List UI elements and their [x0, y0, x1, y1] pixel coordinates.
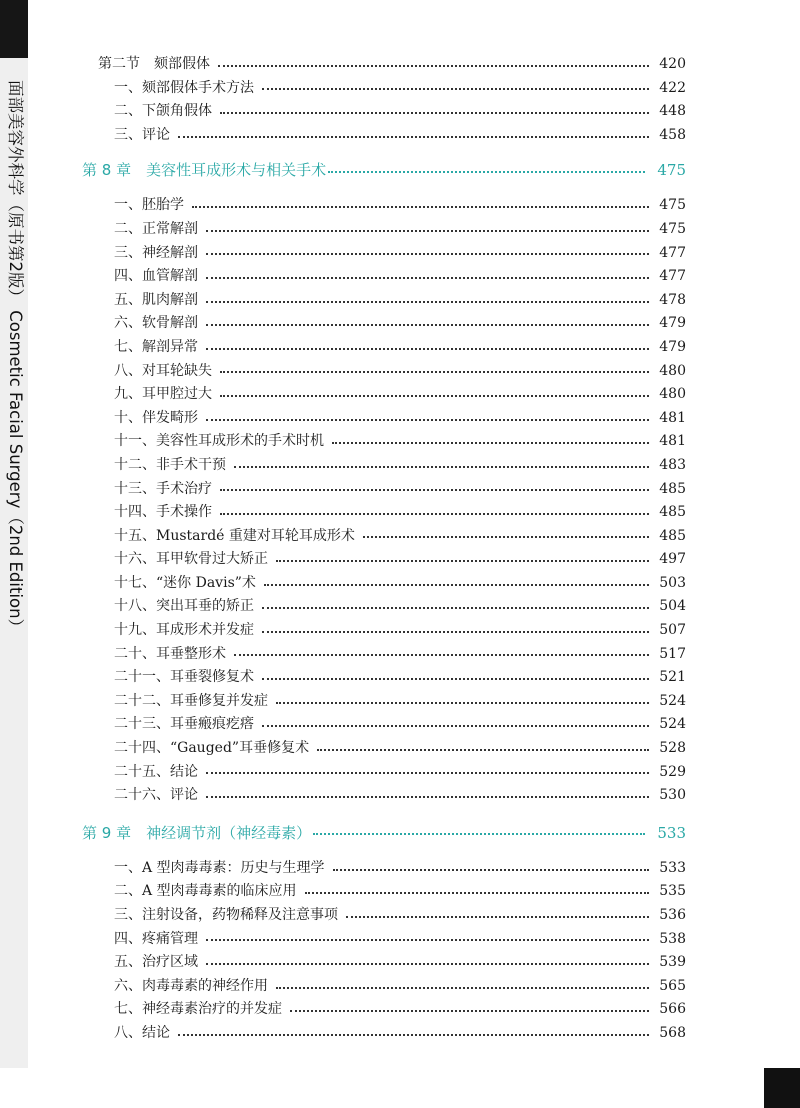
toc-entry-label: 一、A 型肉毒毒素：历史与生理学: [82, 857, 333, 881]
toc-chapter-8[interactable]: [82, 155, 686, 186]
toc-entry-label: 十、伴发畸形: [82, 407, 206, 431]
toc-entry[interactable]: [82, 525, 686, 549]
dot-leader: [290, 1010, 649, 1012]
toc-entry-page: 448: [659, 103, 686, 120]
dot-leader: [332, 442, 649, 444]
toc-entry-page: 483: [659, 456, 686, 473]
toc-entry-label: 二十一、耳垂裂修复术: [82, 666, 262, 690]
toc-entry-page: 521: [659, 669, 686, 686]
toc-entry[interactable]: [82, 242, 686, 266]
chapter-page: 533: [657, 823, 686, 842]
toc-entry[interactable]: [82, 336, 686, 360]
toc-entry-page: 529: [659, 763, 686, 780]
toc-entry[interactable]: [82, 784, 686, 808]
toc-entry-label: 二、A 型肉毒毒素的临床应用: [82, 880, 305, 904]
toc-entry-label: 八、对耳轮缺失: [82, 360, 220, 384]
toc-entry-page: 478: [659, 291, 686, 308]
toc-entry-page: 477: [659, 244, 686, 261]
toc-entry-page: 485: [659, 527, 686, 544]
toc-entry[interactable]: [82, 951, 686, 975]
dot-leader: [363, 536, 649, 538]
toc-entry-label: 九、耳甲腔过大: [82, 383, 220, 407]
dot-leader: [313, 833, 645, 835]
dot-leader: [276, 702, 649, 704]
toc-entry-label: 十三、手术治疗: [82, 478, 220, 502]
dot-leader: [206, 796, 649, 798]
toc-entry-page: 517: [659, 645, 686, 662]
toc-entry[interactable]: [82, 454, 686, 478]
toc-entry-label: 二十二、耳垂修复并发症: [82, 690, 276, 714]
toc-entry[interactable]: [82, 761, 686, 785]
toc-entry-page: 458: [659, 126, 686, 143]
toc-entry-label: 二、正常解剖: [82, 218, 206, 242]
toc-entry[interactable]: [82, 100, 686, 124]
toc-entry-label: 十四、手术操作: [82, 501, 220, 525]
spine-title: 面部美容外科学（原书第2版） Cosmetic Facial Surgery（2nd Edition）: [6, 80, 25, 636]
toc-entry-label: 十七、“迷你 Davis”术: [82, 572, 264, 596]
dot-leader: [264, 584, 649, 586]
toc-entry-page: 539: [659, 954, 686, 971]
dot-leader: [206, 939, 649, 941]
toc-entry[interactable]: [82, 194, 686, 218]
toc-entry-label: 二十六、评论: [82, 784, 206, 808]
toc-entry[interactable]: [82, 407, 686, 431]
dot-leader: [346, 916, 649, 918]
dot-leader: [262, 725, 649, 727]
toc-entry-label: 六、肉毒毒素的神经作用: [82, 975, 276, 999]
toc-entry-page: 566: [659, 1001, 686, 1018]
page-corner-mark: [764, 1068, 800, 1108]
toc-entry-label: 十二、非手术干预: [82, 454, 234, 478]
toc-entry-label: 十一、美容性耳成形术的手术时机: [82, 430, 332, 454]
toc-entry[interactable]: [82, 430, 686, 454]
dot-leader: [206, 419, 649, 421]
toc-entry[interactable]: [82, 880, 686, 904]
dot-leader: [206, 963, 649, 965]
dot-leader: [317, 749, 649, 751]
spine-tab: [0, 0, 28, 58]
toc-entry[interactable]: [82, 1022, 686, 1046]
dot-leader: [220, 371, 649, 373]
toc-entry-label: 十五、Mustardé 重建对耳轮耳成形术: [82, 525, 363, 549]
toc-entry-page: 533: [659, 859, 686, 876]
toc-entry-label: 六、软骨解剖: [82, 312, 206, 336]
toc-entry-label: 八、结论: [82, 1022, 178, 1046]
toc-entry-label: 七、解剖异常: [82, 336, 206, 360]
dot-leader: [206, 772, 649, 774]
dot-leader: [206, 277, 649, 279]
toc-entry[interactable]: [82, 595, 686, 619]
toc-entry-page: 422: [659, 79, 686, 96]
toc-entry[interactable]: [82, 737, 686, 761]
toc-entry-page: 536: [659, 907, 686, 923]
dot-leader: [328, 171, 645, 173]
toc-entry[interactable]: [82, 289, 686, 313]
section-item-list: [82, 77, 686, 148]
toc-entry[interactable]: [82, 713, 686, 737]
toc-section[interactable]: [82, 53, 686, 77]
toc-entry[interactable]: [82, 998, 686, 1022]
dot-leader: [220, 395, 649, 397]
dot-leader: [206, 253, 649, 255]
chapter-9-item-list: [82, 857, 686, 1046]
toc-entry[interactable]: [82, 619, 686, 643]
toc-chapter-9[interactable]: [82, 818, 686, 849]
toc-entry-page: 568: [659, 1024, 686, 1041]
toc-entry-page: 475: [659, 220, 686, 237]
chapter-title: 第 8 章 美容性耳成形术与相关手术: [82, 159, 328, 183]
dot-leader: [218, 65, 649, 67]
toc-entry-label: 三、神经解剖: [82, 242, 206, 266]
toc-entry-page: 504: [659, 598, 686, 615]
toc-entry[interactable]: [82, 548, 686, 572]
dot-leader: [206, 230, 649, 232]
toc-entry-page: 530: [659, 787, 686, 804]
toc-entry-page: 538: [659, 930, 686, 947]
toc-entry-label: 三、评论: [82, 124, 178, 148]
toc-entry-page: 503: [659, 574, 686, 591]
toc-entry[interactable]: [82, 218, 686, 242]
toc-entry-label: 二十四、“Gauged”耳垂修复术: [82, 737, 317, 761]
dot-leader: [276, 560, 649, 562]
toc-entry-label: 四、血管解剖: [82, 265, 206, 289]
toc-entry-label: 七、神经毒素治疗的并发症: [82, 998, 290, 1022]
table-of-contents: [82, 53, 686, 1046]
chapter-page: 475: [657, 161, 686, 180]
toc-entry-label: 一、胚胎学: [82, 194, 192, 218]
dot-leader: [234, 654, 649, 656]
toc-entry-page: 480: [659, 362, 686, 379]
dot-leader: [192, 206, 649, 208]
dot-leader: [178, 1034, 649, 1036]
toc-entry[interactable]: [82, 312, 686, 336]
dot-leader: [206, 324, 649, 326]
book-spine: [0, 0, 28, 1068]
toc-entry-label: 五、肌肉解剖: [82, 289, 206, 313]
dot-leader: [276, 987, 649, 989]
dot-leader: [206, 348, 649, 350]
toc-entry-label: 二十、耳垂整形术: [82, 643, 234, 667]
toc-entry[interactable]: [82, 666, 686, 690]
dot-leader: [220, 513, 649, 515]
dot-leader: [262, 631, 649, 633]
toc-entry-label: 一、颏部假体手术方法: [82, 77, 262, 101]
toc-entry-page: 479: [659, 315, 686, 332]
chapter-8-item-list: [82, 194, 686, 807]
toc-entry[interactable]: [82, 501, 686, 525]
chapter-title: 第 9 章 神经调节剂（神经毒素）: [82, 822, 313, 846]
toc-entry-page: 528: [659, 740, 686, 757]
toc-entry-page: 481: [659, 433, 686, 450]
toc-entry-page: 477: [659, 268, 686, 285]
toc-entry-page: 524: [659, 716, 686, 733]
toc-entry-label: 四、疼痛管理: [82, 928, 206, 952]
toc-entry-label: 三、注射设备，药物稀释及注意事项: [82, 904, 346, 928]
toc-entry[interactable]: [82, 857, 686, 881]
toc-entry-label: 二十三、耳垂瘢痕疙瘩: [82, 713, 262, 737]
toc-entry-label: 二、下颌角假体: [82, 100, 220, 124]
toc-entry[interactable]: [82, 383, 686, 407]
dot-leader: [262, 607, 649, 609]
toc-entry-label: 十六、耳甲软骨过大矫正: [82, 548, 276, 572]
dot-leader: [234, 466, 649, 468]
toc-section-label: 第二节 颏部假体: [82, 53, 218, 77]
dot-leader: [262, 88, 649, 90]
toc-entry[interactable]: [82, 975, 686, 999]
toc-entry[interactable]: [82, 643, 686, 667]
toc-section-page: 420: [659, 56, 686, 72]
toc-entry-label: 十九、耳成形术并发症: [82, 619, 262, 643]
toc-entry[interactable]: [82, 928, 686, 952]
toc-entry-page: 507: [659, 622, 686, 639]
toc-entry[interactable]: [82, 265, 686, 289]
toc-entry[interactable]: [82, 360, 686, 384]
toc-entry[interactable]: [82, 572, 686, 596]
toc-entry[interactable]: [82, 77, 686, 101]
toc-entry-page: 475: [659, 197, 686, 214]
toc-entry-page: 565: [659, 977, 686, 994]
toc-entry-page: 497: [659, 551, 686, 568]
dot-leader: [333, 869, 650, 871]
toc-entry-page: 479: [659, 338, 686, 355]
dot-leader: [178, 136, 649, 138]
toc-entry-page: 485: [659, 480, 686, 497]
toc-entry[interactable]: [82, 478, 686, 502]
dot-leader: [220, 489, 649, 491]
dot-leader: [206, 301, 649, 303]
toc-entry[interactable]: [82, 904, 686, 928]
toc-entry-label: 二十五、结论: [82, 761, 206, 785]
toc-entry[interactable]: [82, 690, 686, 714]
toc-entry-page: 524: [659, 692, 686, 709]
toc-entry[interactable]: [82, 124, 686, 148]
toc-entry-page: 481: [659, 409, 686, 426]
dot-leader: [305, 892, 650, 894]
toc-entry-page: 480: [659, 386, 686, 403]
toc-entry-page: 535: [659, 883, 686, 900]
toc-entry-label: 五、治疗区域: [82, 951, 206, 975]
toc-entry-page: 485: [659, 504, 686, 521]
toc-entry-label: 十八、突出耳垂的矫正: [82, 595, 262, 619]
dot-leader: [262, 678, 649, 680]
dot-leader: [220, 112, 649, 114]
